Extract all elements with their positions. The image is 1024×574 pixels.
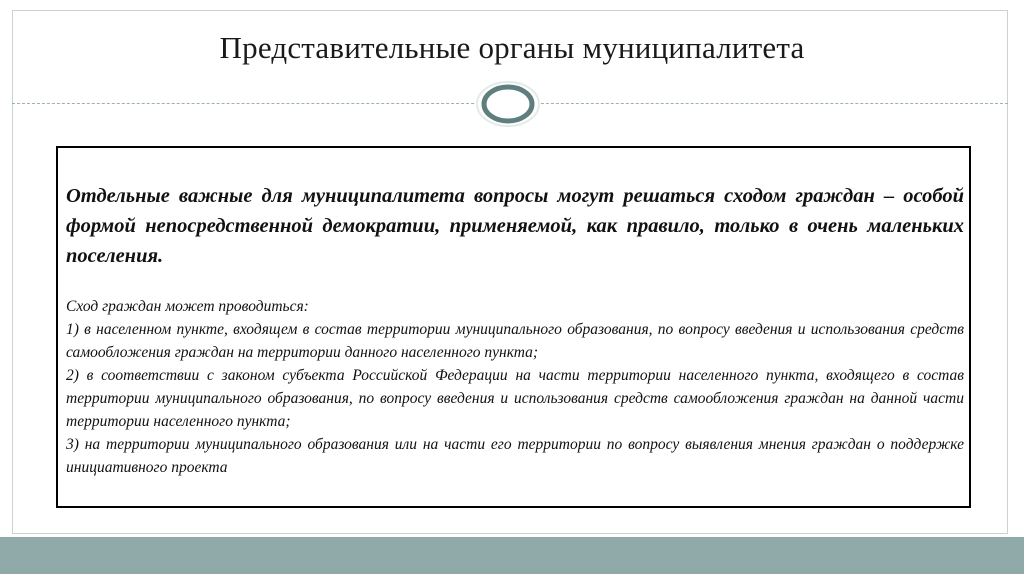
circle-ornament-icon — [474, 79, 542, 129]
details-block — [66, 295, 964, 479]
list-item: 3) на территории муниципального образования или на части его территории по вопросу выявления мнения граждан о поддержке инициативного проекта — [66, 436, 964, 476]
list-item: 2) в соответствии с законом субъекта Российской Федерации на части территории населенного пункта, входящего в состав территории муниципального образования, по вопросу введения и использования средств самообложения граждан на данной части территории населенного пункта; — [66, 367, 964, 430]
bottom-accent-bar — [0, 537, 1024, 574]
list-item: 1) в населенном пункте, входящем в состав территории муниципального образования, по вопросу введения и использования средств самообложения граждан на территории данного населенного пункта; — [66, 321, 964, 361]
lead-paragraph: Отдельные важные для муниципалитета вопросы могут решаться сходом граждан – особой формой непосредственной демократии, применяемой, как правило, только в очень маленьких поселения. — [66, 185, 964, 267]
slide-title: Представительные органы муниципалитета — [219, 30, 805, 65]
details-intro: Сход граждан может проводиться: — [66, 298, 309, 315]
content-box — [56, 146, 971, 508]
